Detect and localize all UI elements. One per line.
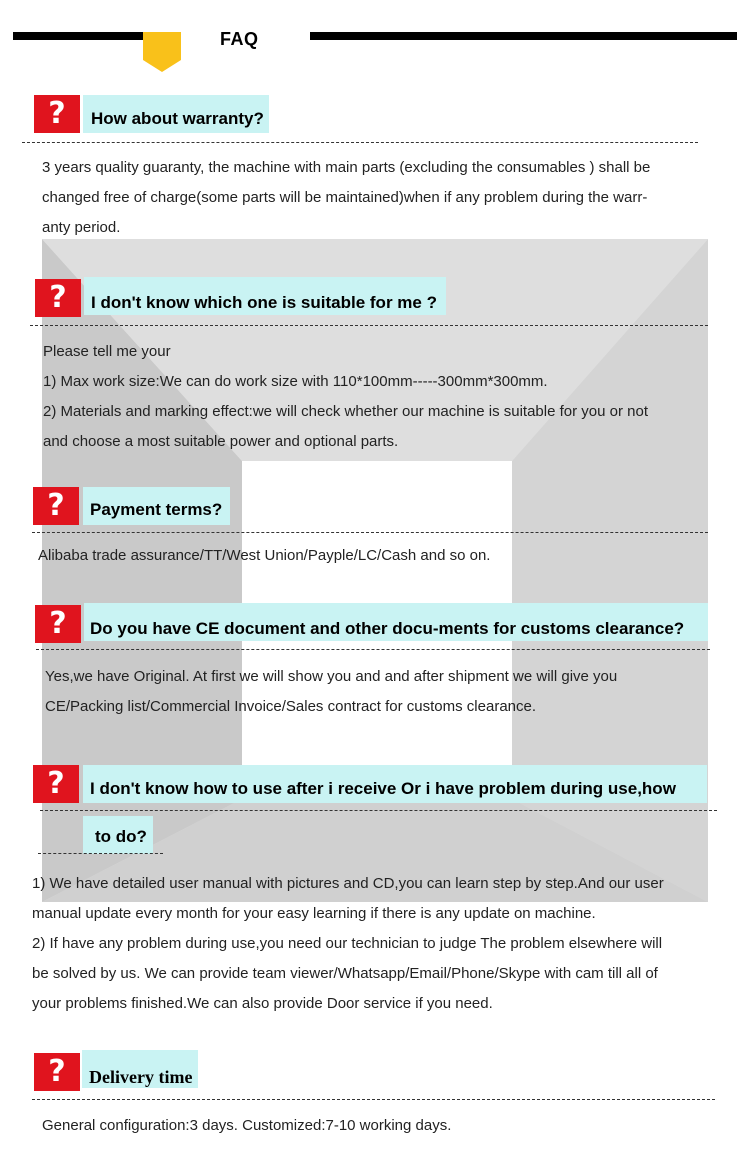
question-mark-icon: ? [34, 1053, 80, 1091]
question-warranty: How about warranty? [91, 109, 264, 128]
answer-line: anty period. [42, 219, 121, 236]
answer-line: 2) If have any problem during use,you need our technician to judge The problem elsewhere will [32, 935, 663, 952]
answer-line: and choose a most suitable power and optional parts. [43, 433, 399, 450]
header-bar-left [13, 32, 145, 40]
divider [38, 853, 163, 854]
answer-line: 3 years quality guaranty, the machine with main parts (excluding the consumables ) shall be [42, 159, 651, 176]
answer-line: be solved by us. We can provide team viewer/Whatsapp/Email/Phone/Skype with cam till all of [32, 965, 658, 982]
question-delivery: Delivery time [89, 1067, 193, 1087]
shield-badge-icon [143, 32, 181, 72]
answer-line: CE/Packing list/Commercial Invoice/Sales contract for customs clearance. [45, 698, 537, 715]
question-mark-icon: ? [34, 95, 80, 133]
question-mark-icon: ? [33, 765, 79, 803]
answer-line: manual update every month for your easy learning if there is any update on machine. [32, 905, 596, 922]
question-mark-icon: ? [35, 605, 81, 643]
question-mark-icon: ? [33, 487, 79, 525]
page-title: FAQ [220, 29, 259, 49]
divider [32, 1099, 715, 1100]
answer-line: 2) Materials and marking effect:we will check whether our machine is suitable for you or not [43, 403, 649, 420]
divider [32, 532, 708, 533]
divider [30, 325, 708, 326]
question-suitable: I don't know which one is suitable for me ? [91, 293, 437, 312]
divider [22, 142, 698, 143]
question-mark-icon: ? [35, 279, 81, 317]
answer-line: Please tell me your [43, 343, 171, 360]
question-ce-document: Do you have CE document and other docu-ments for customs clearance? [90, 619, 685, 638]
answer-line: General configuration:3 days. Customized:7-10 working days. [42, 1117, 452, 1134]
answer-line: Alibaba trade assurance/TT/West Union/Payple/LC/Cash and so on. [38, 547, 491, 564]
answer-line: your problems finished.We can also provide Door service if you need. [32, 995, 493, 1012]
header-bar-right [310, 32, 737, 40]
question-how-to-use-cont: to do? [95, 827, 147, 846]
question-how-to-use: I don't know how to use after i receive Or i have problem during use,how [90, 779, 676, 798]
question-payment: Payment terms? [90, 500, 223, 519]
divider [36, 649, 710, 650]
answer-line: Yes,we have Original. At first we will show you and and after shipment we will give you [45, 668, 618, 685]
answer-line: changed free of charge(some parts will be maintained)when if any problem during the warr- [42, 189, 648, 206]
answer-line: 1) Max work size:We can do work size with 110*100mm-----300mm*300mm. [43, 373, 548, 390]
divider [40, 810, 717, 811]
answer-line: 1) We have detailed user manual with pictures and CD,you can learn step by step.And our user [32, 875, 664, 892]
